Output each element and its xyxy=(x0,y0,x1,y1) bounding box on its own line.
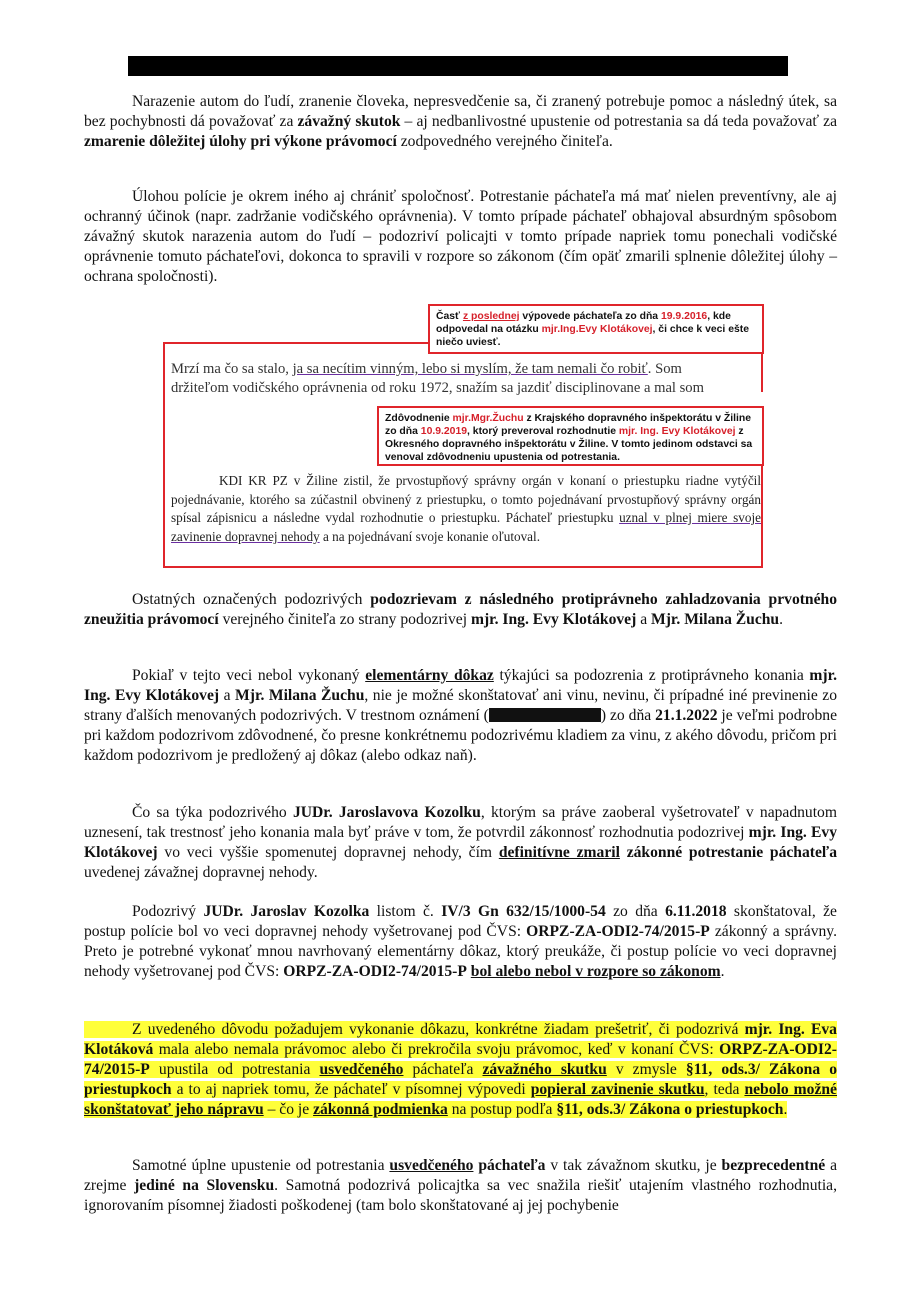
bold-underlined-text: elementárny dôkaz xyxy=(365,667,494,684)
text: mala alebo nemala právomoc alebo či prekročila svoju právomoc, keď v konaní ČVS: xyxy=(153,1041,720,1058)
bold-text: 6.11.2018 xyxy=(665,903,727,920)
callout-text: z Krajského dopravného inšpektorátu v Žiline zo dňa xyxy=(385,413,752,437)
text: verejného činiteľa zo strany podozrivej xyxy=(218,611,471,628)
paragraph-1 xyxy=(84,92,837,152)
bold-text: §11, ods.3/ Zákona o priestupkoch xyxy=(84,1061,837,1098)
bold-underlined-text: usvedčeného xyxy=(319,1061,404,1078)
text: a to aj napriek tomu, že páchateľ v písomnej výpovedi xyxy=(171,1081,531,1098)
text: je veľmi podrobne pri každom podozrivom zdôvodnené, čo presne konkrétnemu podozrivému kladiem za vinu, z akého dôvodu, pričom pri každom podozrivom je predložený aj dôkaz (alebo odkaz naň). xyxy=(84,707,838,764)
bold-underlined-text: závažného skutku xyxy=(482,1061,607,1078)
bold-text: páchateľa xyxy=(478,1157,546,1174)
callout-text: 19.9.2016 xyxy=(660,311,708,322)
bold-text: ORPZ-ZA-ODI2-74/2015-P xyxy=(526,923,710,940)
paragraph-5 xyxy=(84,803,837,883)
scanned-testimony-line-1 xyxy=(171,360,682,378)
bold-text: zmarenie dôležitej úlohy pri výkone právomocí xyxy=(84,133,397,150)
text: v tak závažnom skutku, je xyxy=(545,1157,722,1174)
bold-underlined-text: zákonná podmienka xyxy=(313,1101,448,1118)
scan-text: uznal v plnej miere svoje zavinenie dopravnej nehody xyxy=(171,510,761,544)
text: uvedenej závažnej dopravnej nehody. xyxy=(84,864,318,881)
callout-text: z Okresného dopravného inšpektorátu v Žiline. V tomto jedinom odstavci sa venoval zdôvodneniu upustenia od potrestania. xyxy=(385,426,753,463)
text: Samotné úplne upustenie od potrestania xyxy=(132,1157,390,1174)
bold-underlined-text: usvedčeného xyxy=(389,1157,474,1174)
callout-text: , či chce k veci ešte niečo uviesť. xyxy=(436,324,749,348)
callout-text: mjr.Ing.Evy Klotákovej xyxy=(541,324,653,335)
text: . xyxy=(783,1101,788,1118)
bold-underlined-text: nebolo možné skonštatovať jeho nápravu xyxy=(84,1081,837,1118)
callout-text: výpovede páchateľa zo dňa xyxy=(519,311,661,322)
evidence-figure xyxy=(163,302,767,570)
text: zákonný a správny. Preto je potrebné vykonať mnou navrhovaný elementárny dôkaz, ktorý preukáže, či postup polície vo veci dopravnej nehody vyšetrovanej pod ČVS: xyxy=(84,923,837,980)
scan-text: Mrzí ma čo sa stalo, xyxy=(171,361,293,377)
callout-text: , kde odpovedal na otázku xyxy=(436,311,731,335)
bold-text: mjr. Ing. Evy Klotákovej xyxy=(84,824,837,861)
redacted-header xyxy=(128,56,788,76)
bold-text: mjr. Ing. Eva Klotáková xyxy=(84,1021,837,1058)
callout-text: mjr.Mgr.Žuchu xyxy=(452,413,524,424)
bold-text: Mjr. Milana Žuchu xyxy=(235,687,365,704)
callout-text: , ktorý preveroval rozhodnutie xyxy=(467,426,619,437)
text: a xyxy=(636,611,652,628)
text: a xyxy=(219,687,236,704)
paragraph-6 xyxy=(84,902,837,982)
bold-text: závažný skutok xyxy=(297,113,401,130)
bold-text: IV/3 Gn 632/15/1000-54 xyxy=(441,903,606,920)
text: Pokiaľ v tejto veci nebol vykonaný xyxy=(132,667,366,684)
text: zo dňa xyxy=(605,903,666,920)
paragraph-7-highlighted xyxy=(84,1020,837,1120)
paragraph-3 xyxy=(84,590,837,630)
figure-frame-left xyxy=(163,342,165,568)
bold-text: Mjr. Milana Žuchu xyxy=(651,611,780,628)
text: skonštatoval, že postup polície bol vo veci dopravnej nehody vyšetrovanej pod ČVS: xyxy=(84,903,837,940)
bold-text: JUDr. Jaroslav Kozolka xyxy=(203,903,370,920)
redacted-reference xyxy=(489,708,601,722)
scanned-testimony-line-2 xyxy=(171,379,704,397)
scan-text: držiteľom vodičského oprávnenia od roku 1972, snažím sa jazdiť disciplinovane a mal som xyxy=(171,380,704,396)
figure-frame-bottom xyxy=(163,566,763,568)
callout-text: z poslednej xyxy=(462,311,520,322)
bold-text: mjr. Ing. Evy Klotákovej xyxy=(84,667,837,704)
bold-text: zákonné potrestanie páchateľa xyxy=(626,844,837,861)
text: páchateľa xyxy=(403,1061,483,1078)
paragraph-8 xyxy=(84,1156,837,1216)
text: Podozrivý xyxy=(132,903,204,920)
scanned-decision-paragraph xyxy=(171,472,761,546)
text: ) zo dňa xyxy=(600,707,656,724)
text: Čo sa týka podozrivého xyxy=(132,804,293,821)
text: . xyxy=(720,963,725,980)
text: Z uvedeného dôvodu požadujem vykonanie dôkazu, konkrétne žiadam prešetriť, či podozrivá xyxy=(132,1021,745,1038)
bold-underlined-text: popieral zavinenie skutku xyxy=(530,1081,705,1098)
text: týkajúci sa podozrenia z protiprávneho konania xyxy=(493,667,810,684)
text: v zmysle xyxy=(606,1061,686,1078)
bold-text: jediné na Slovensku xyxy=(134,1177,275,1194)
scan-text: ja sa necítim vinným, lebo si myslím, že tam nemali čo robiť xyxy=(292,361,648,377)
text: na postup podľa xyxy=(447,1101,557,1118)
bold-text: §11, ods.3/ Zákona o priestupkoch xyxy=(556,1101,784,1118)
scan-text: . Som xyxy=(647,361,682,377)
text: . Samotná podozrivá policajtka sa vec snažila riešiť utajením vlastného rozhodnutia, ignorovaním písomnej žiadosti poškodenej (tam bolo skonštatované aj jej pochybenie xyxy=(84,1177,837,1214)
text: , teda xyxy=(704,1081,745,1098)
callout-text: 10.9.2019 xyxy=(420,426,468,437)
bold-underlined-text: bol alebo nebol v rozpore so zákonom xyxy=(470,963,721,980)
bold-text: bezprecedentné xyxy=(721,1157,826,1174)
text: Narazenie autom do ľudí, zranenie človeka, nepresvedčenie sa, či zranený potrebuje pomoc a následný útek, sa bez pochybnosti dá považovať za xyxy=(84,93,837,130)
text: , nie je možné skonštatovať ani vinu, nevinu, či prípadné iné previnenie zo strany ďalších menovaných podozrivých. V trestnom oznámení ( xyxy=(84,687,837,724)
text: – aj nedbanlivostné upustenie od potrestania sa dá teda považovať za xyxy=(400,113,838,130)
text: Úlohou polície je okrem iného aj chrániť spoločnosť. Potrestanie páchateľa má mať nielen preventívny, ale aj ochranný účinok (napr. zadržanie vodičského oprávnenia). V tomto prípade páchateľ obhajoval absurdným spôsobom závažný skutok narazenia autom do ľudí – podozriví policajti v tomto prípade napriek tomu ponechali vodičské oprávnenie tomuto páchateľovi, dokonca to spravili v rozpore so zákonom (čím opäť zmarili splnenie dôležitej úlohy – ochrana spoločnosti). xyxy=(84,188,837,285)
paragraph-4 xyxy=(84,666,837,766)
bold-text: podozrievam z následného protiprávneho zahladzovania prvotného zneužitia právomocí xyxy=(84,591,837,628)
bold-underlined-text: definitívne zmaril xyxy=(498,844,620,861)
bold-text: JUDr. Jaroslavova Kozolku xyxy=(292,804,481,821)
text: . xyxy=(779,611,784,628)
text: , ktorým sa práve zaoberal vyšetrovateľ v napadnutom uznesení, tak trestnosť jeho konania mala byť práve v tom, že potvrdil zákonnosť rozhodnutia podozrivej xyxy=(84,804,837,841)
text: vo veci vyššie spomenutej dopravnej nehody, čím xyxy=(157,844,499,861)
figure-frame-right xyxy=(761,462,763,568)
bold-text: mjr. Ing. Evy Klotákovej xyxy=(470,611,637,628)
callout-justification xyxy=(377,406,764,466)
callout-text: mjr. Ing. Evy Klotákovej xyxy=(618,426,736,437)
text xyxy=(620,844,627,861)
text: zodpovedného verejného činiteľa. xyxy=(396,133,613,150)
callout-testimony xyxy=(428,304,764,354)
bold-text: ORPZ-ZA-ODI2-74/2015-P xyxy=(84,1041,837,1078)
callout-text: Zdôvodnenie xyxy=(385,413,453,424)
scan-text: a na pojednávaní svoje konanie oľutoval. xyxy=(319,528,540,544)
text: Ostatných označených podozrivých xyxy=(132,591,371,608)
callout-connector-line xyxy=(163,342,428,344)
callout-text: Časť xyxy=(436,311,463,322)
text: a zrejme xyxy=(84,1157,837,1194)
text: listom č. xyxy=(369,903,442,920)
text: upustila od potrestania xyxy=(149,1061,320,1078)
scan-text: KDI KR PZ v Žiline zistil, že prvostupňový správny orgán v konaní o priestupku riadne vytýčil pojednávanie, ktorého sa zúčastnil obvinený z priestupku, o tomto pojednávaní prvostupňový správny orgán spísal zápisnicu a následne vydal rozhodnutie o priestupku. Páchateľ priestupku xyxy=(171,473,761,526)
paragraph-2 xyxy=(84,187,837,287)
bold-text: ORPZ-ZA-ODI2-74/2015-P xyxy=(283,963,467,980)
bold-text: 21.1.2022 xyxy=(655,707,718,724)
text: – čo je xyxy=(263,1101,314,1118)
